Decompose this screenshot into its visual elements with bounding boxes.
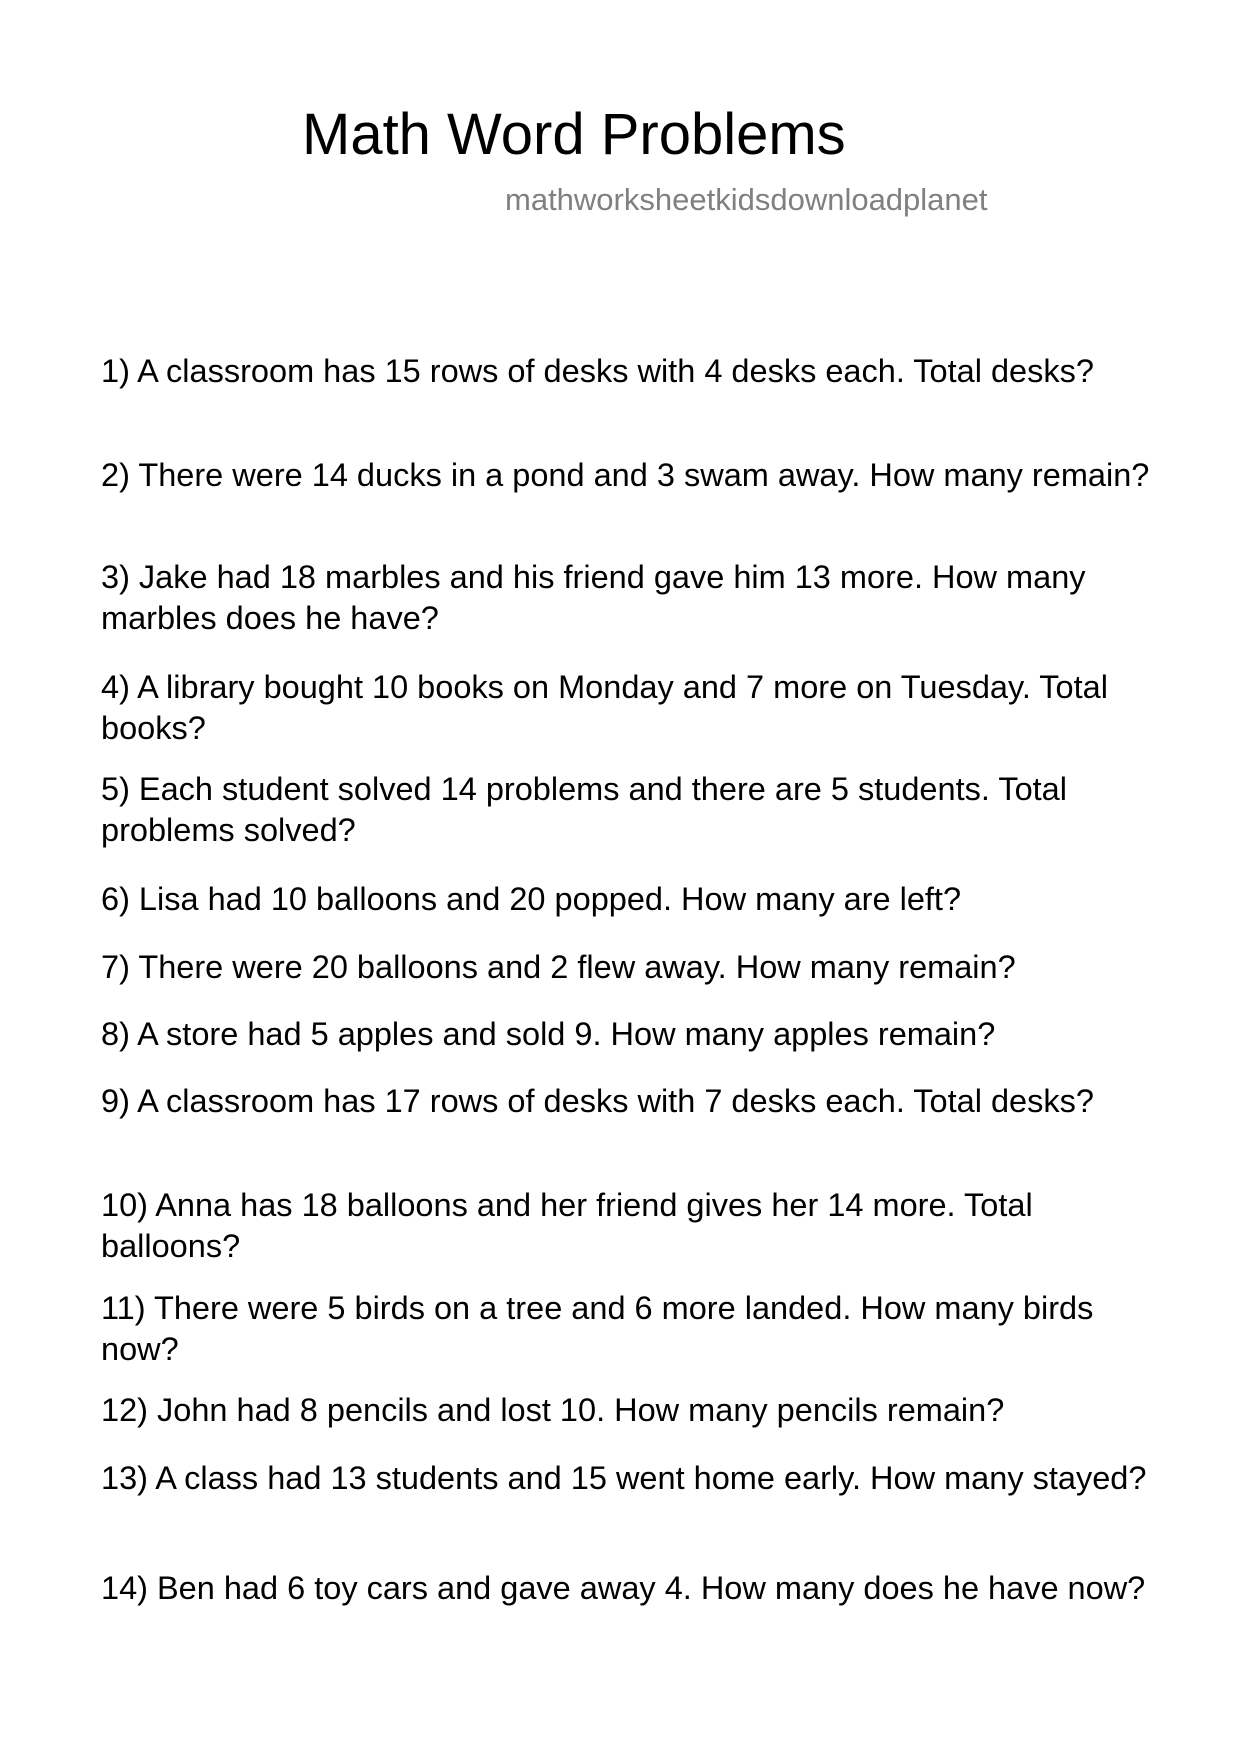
problem-item: 10) Anna has 18 balloons and her friend gives her 14 more. Total balloons? <box>101 1187 1033 1264</box>
problem-item: 14) Ben had 6 toy cars and gave away 4. How many does he have now? <box>101 1570 1146 1606</box>
problem-item: 9) A classroom has 17 rows of desks with 7 desks each. Total desks? <box>101 1083 1094 1119</box>
problem-item: 3) Jake had 18 marbles and his friend gave him 13 more. How many marbles does he have? <box>101 559 1086 636</box>
problem-item: 1) A classroom has 15 rows of desks with 4 desks each. Total desks? <box>101 353 1094 389</box>
problem-item: 2) There were 14 ducks in a pond and 3 swam away. How many remain? <box>101 457 1150 493</box>
page-title: Math Word Problems <box>302 102 846 167</box>
problem-item: 5) Each student solved 14 problems and there are 5 students. Total problems solved? <box>101 771 1067 848</box>
page-subtitle: mathworksheetkidsdownloadplanet <box>505 182 988 217</box>
problem-item: 13) A class had 13 students and 15 went home early. How many stayed? <box>101 1460 1147 1496</box>
problem-item: 8) A store had 5 apples and sold 9. How many apples remain? <box>101 1016 996 1052</box>
problem-item: 4) A library bought 10 books on Monday and 7 more on Tuesday. Total books? <box>101 669 1108 746</box>
problem-item: 11) There were 5 birds on a tree and 6 more landed. How many birds now? <box>101 1290 1094 1367</box>
problem-item: 7) There were 20 balloons and 2 flew away. How many remain? <box>101 949 1016 985</box>
problem-item: 12) John had 8 pencils and lost 10. How many pencils remain? <box>101 1392 1005 1428</box>
problem-item: 6) Lisa had 10 balloons and 20 popped. How many are left? <box>101 881 962 917</box>
